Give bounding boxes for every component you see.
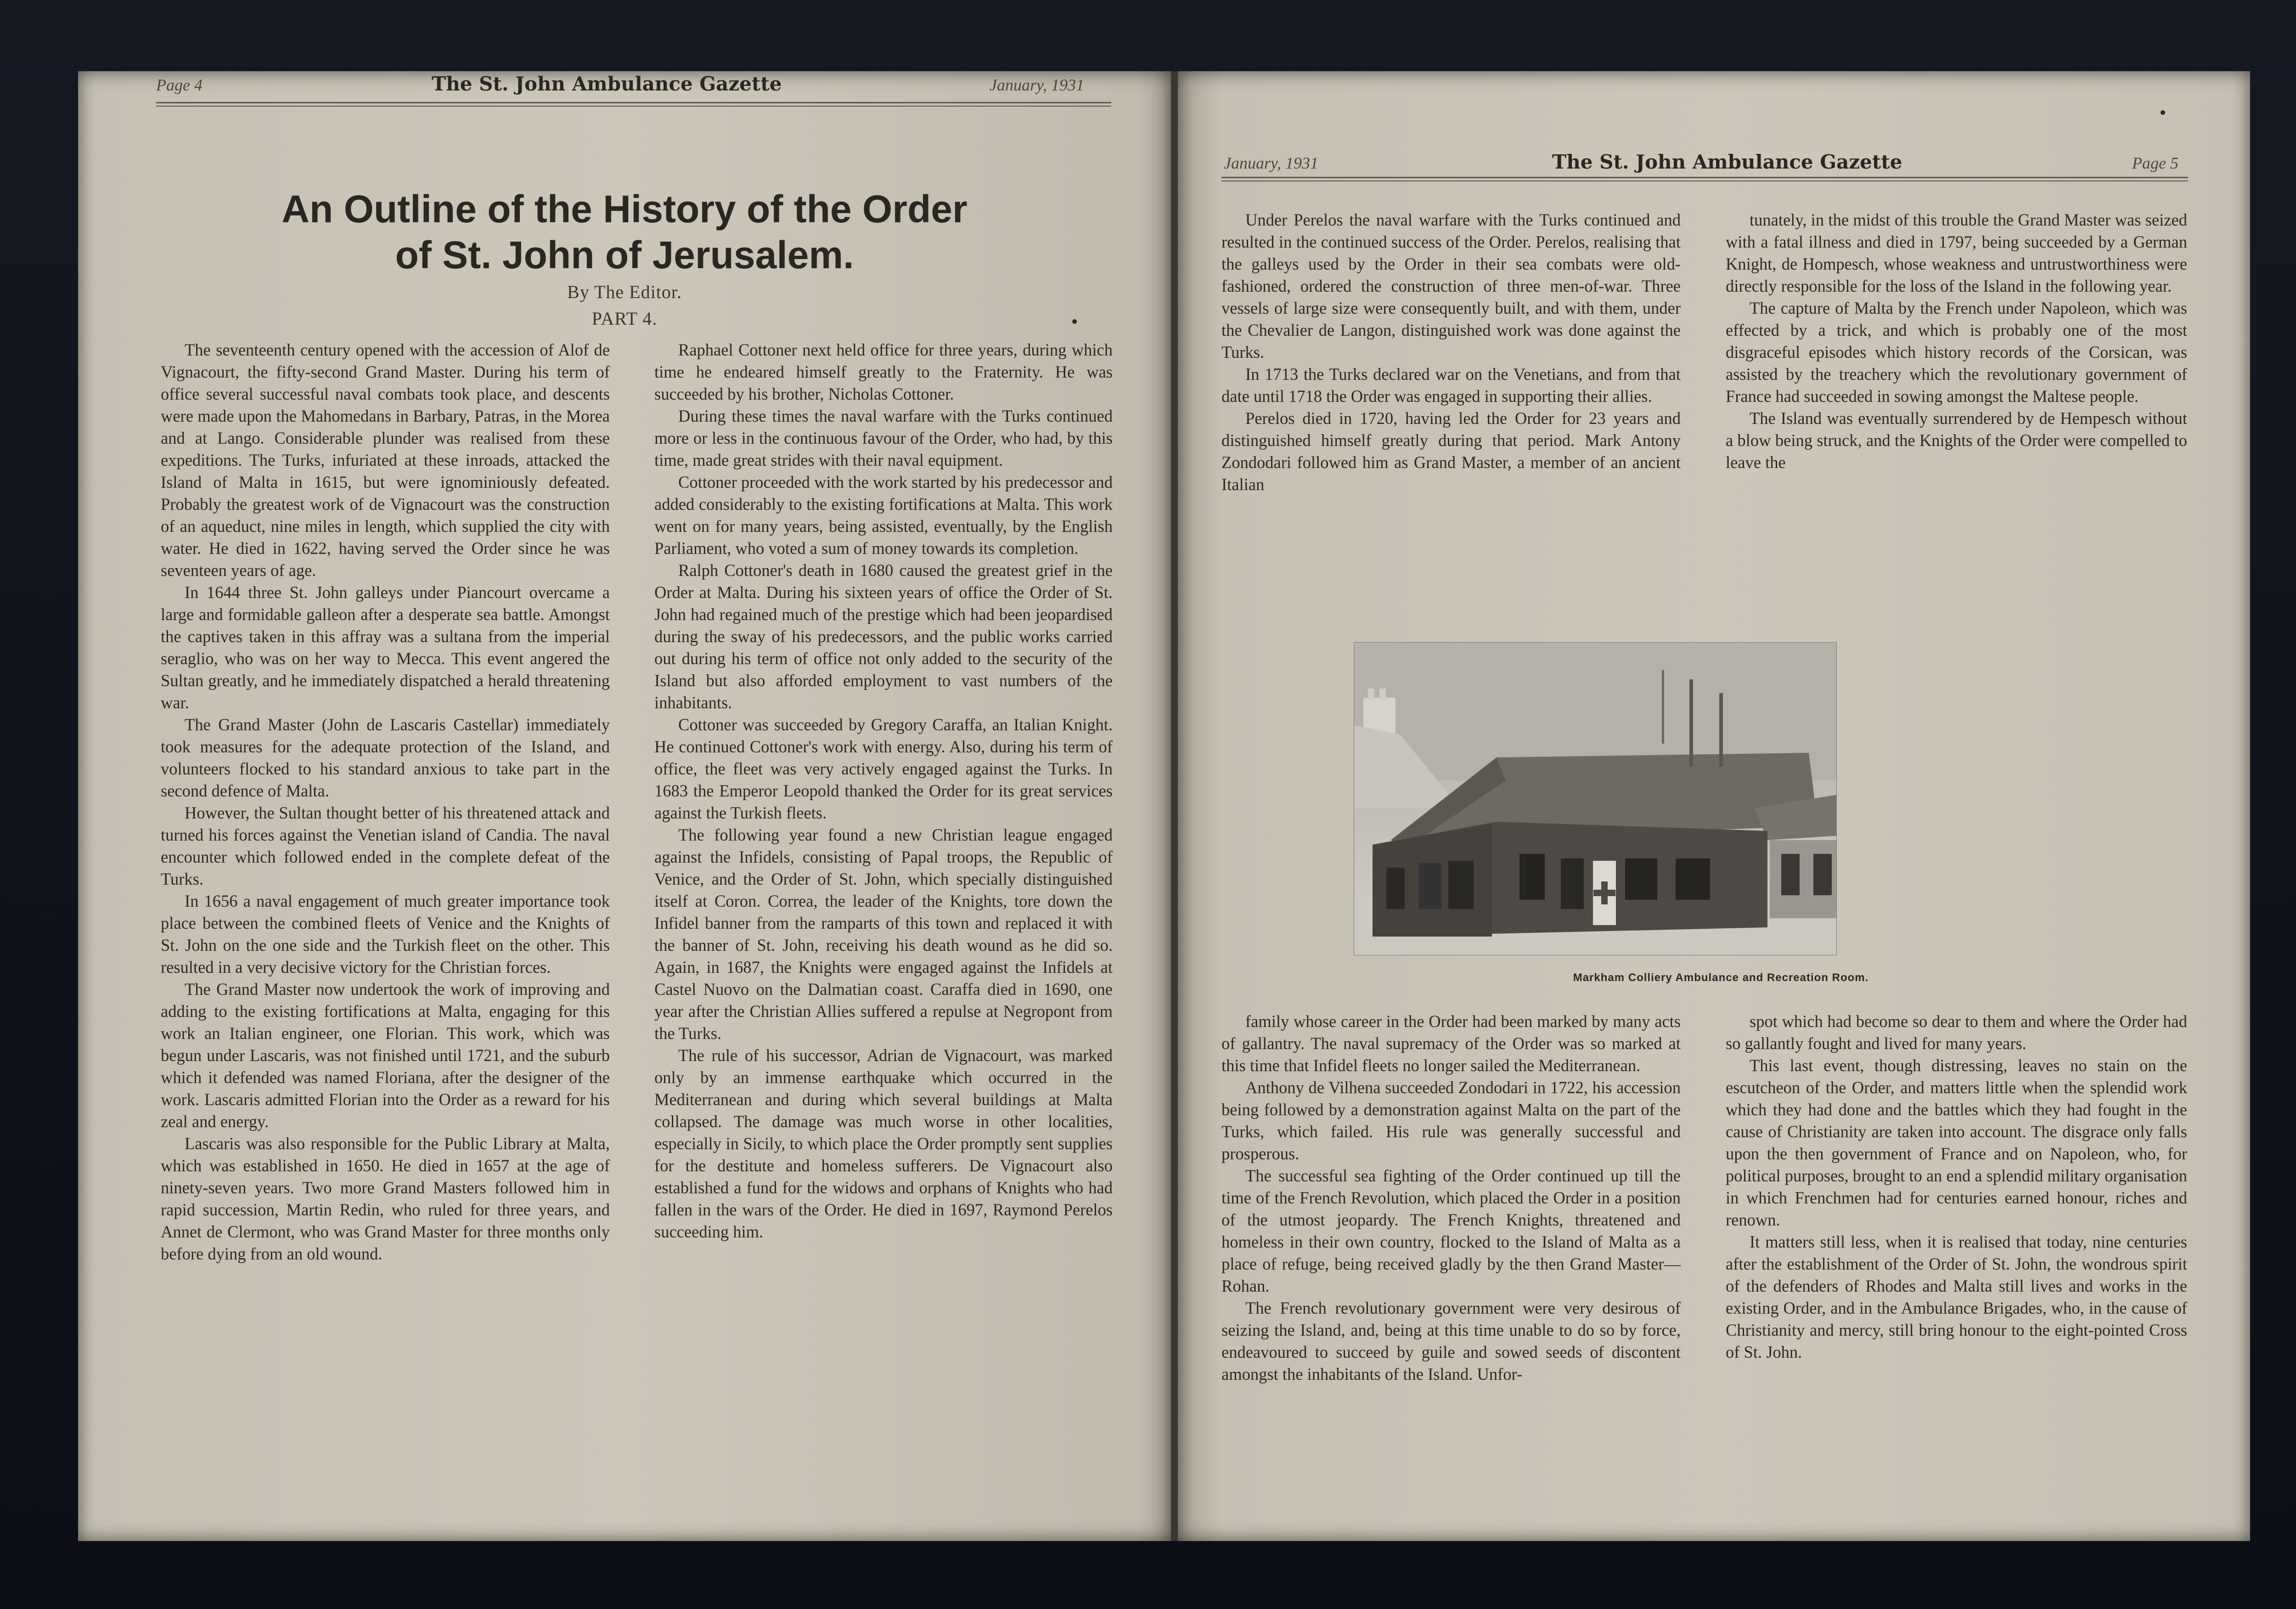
- article-title: An Outline of the History of the Order of St. John of Jerusalem.: [281, 187, 968, 277]
- left-column-2: [654, 339, 1113, 1243]
- right-header-rule: [1221, 177, 2188, 181]
- paragraph: Under Perelos the naval warfare with the Turks continued and resulted in the continued success of the Order. Perelos, realising that the galleys used by the Order in their sea combats were old-fashioned, ordered the construction of three men-of-war. Three vessels of large size were consequently built, and with them, under the Chevalier de Langon, distinguished work was done against the Turks.: [1221, 210, 1681, 361]
- paragraph: The capture of Malta by the French under Napoleon, which was effected by a trick, and which is probably one of the most disgraceful episodes which history records of the Corsican, was assisted by the treachery which the revolutionary government of France had succeeded in sowing amongst the Maltese people.: [1726, 299, 2187, 406]
- paragraph: Anthony de Vilhena succeeded Zondodari in 1722, his accession being followed by a demonstration against Malta on the part of the Turks, which failed. His rule was generally successful and prosperous.: [1221, 1078, 1681, 1163]
- paragraph: In 1644 three St. John galleys under Piancourt overcame a large and formidable galleon after a desperate sea battle. Amongst the captives taken in this affray was a sultana from the imperial seraglio, who was on her way to Mecca. This event angered the Sultan greatly, and he immediately dispatched a herald threatening war.: [161, 583, 610, 712]
- paragraph: The French revolutionary government were very desirous of seizing the Island, and, being at this time unable to do so by force, endeavoured to succeed by guile and sowed seeds of discontent amongst the inhabitants of the Island. Unfor-: [1221, 1298, 1681, 1383]
- left-page-number: Page 4: [156, 76, 203, 94]
- right-page-number: Page 5: [2132, 154, 2178, 172]
- article-byline: By The Editor.: [567, 282, 682, 302]
- paragraph: The Grand Master now undertook the work of improving and adding to the existing fortifications at Malta, engaging for this work an Italian engineer, one Florian. This work, which was begun under Lascaris, was not finished until 1721, and the suburb which it defended was named Floriana, after the designer of the work. Lascaris admitted Florian into the Order as a reward for his zeal and energy.: [161, 980, 610, 1131]
- print-speck: [1072, 319, 1077, 324]
- paragraph: Cottoner proceeded with the work started by his predecessor and added considerably to the existing fortifications at Malta. This work went on for many years, being assisted, eventually, by the English Parliament, who voted a sum of money towards its completion.: [654, 473, 1113, 558]
- paragraph: The successful sea fighting of the Order continued up till the time of the French Revolution, which placed the Order in a position of the utmost jeopardy. The French Knights, threatened and homeless in their own country, flocked to the Island of Malta as a place of refuge, being received gladly by the then Grand Master—Rohan.: [1221, 1166, 1681, 1295]
- paragraph: Perelos died in 1720, having led the Order for 23 years and distinguished himself greatly during that period. Mark Antony Zondodari followed him as Grand Master, a member of an ancient Italian: [1221, 409, 1681, 494]
- left-column-1: [161, 339, 610, 1265]
- print-speck: [2161, 110, 2165, 115]
- photo-caption: Markham Colliery Ambulance and Recreation Room.: [1573, 971, 1869, 984]
- right-column-1-top: [1221, 209, 1681, 496]
- colliery-ambulance-room-photo: [1354, 642, 1837, 955]
- paragraph: spot which had become so dear to them and where the Order had so gallantly fought and lived for many years.: [1726, 1012, 2187, 1053]
- paragraph: tunately, in the midst of this trouble the Grand Master was seized with a fatal illness and died in 1797, being succeeded by a German Knight, de Hompesch, whose weakness and untrustworthiness were directly responsible for the loss of the Island in the following year.: [1726, 210, 2187, 295]
- right-issue-date: January, 1931: [1224, 154, 1318, 172]
- paragraph: In 1656 a naval engagement of much greater importance took place between the combined fleets of Venice and the Knights of St. John on the one side and the Turkish fleet on the other. This resulted in a very decisive victory for the Christian forces.: [161, 892, 610, 977]
- paragraph: Cottoner was succeeded by Gregory Caraffa, an Italian Knight. He continued Cottoner's work with energy. Also, during his term of office, the fleet was very actively engaged against the Turks. In 1683 the Emperor Leopold thanked the Order for its great services against the Turkish fleets.: [654, 715, 1113, 822]
- paragraph: Lascaris was also responsible for the Public Library at Malta, which was established in 1650. He died in 1657 at the age of ninety-seven years. Two more Grand Masters followed him in rapid succession, Martin Redin, who ruled for three years, and Annet de Clermont, who was Grand Master for three months only before dying from an old wound.: [161, 1134, 610, 1263]
- paragraph: family whose career in the Order had been marked by many acts of gallantry. The naval supremacy of the Order was so marked at this time that Infidel fleets no longer sailed the Mediterranean.: [1221, 1012, 1681, 1075]
- paragraph: Raphael Cottoner next held office for three years, during which time he endeared himself greatly to the Fraternity. He was succeeded by his brother, Nicholas Cottoner.: [654, 340, 1113, 403]
- left-running-header: [78, 73, 1171, 105]
- left-publication-title: The St. John Ambulance Gazette: [432, 73, 782, 95]
- article-part: PART 4.: [591, 308, 658, 329]
- paragraph: During these times the naval warfare with the Turks continued more or less in the continuous favour of the Order, who had, by this time, made great strides with their naval equipment.: [654, 406, 1113, 469]
- right-column-1-bottom: [1221, 1011, 1681, 1385]
- paragraph: However, the Sultan thought better of his threatened attack and turned his forces against the Venetian island of Candia. The naval encounter which followed ended in the complete defeat of the Turks.: [161, 803, 610, 888]
- paragraph: It matters still less, when it is realised that today, nine centuries after the establishment of the Order of St. John, the wondrous spirit of the defenders of Rhodes and Malta still lives and works in the existing Order, and in the Ambulance Brigades, who, in the cause of Christianity and mercy, still bring honour to the eight-pointed Cross of St. John.: [1726, 1232, 2187, 1361]
- paragraph: In 1713 the Turks declared war on the Venetians, and from that date until 1718 the Order was engaged in supporting their allies.: [1221, 365, 1681, 406]
- paragraph: Ralph Cottoner's death in 1680 caused the greatest grief in the Order at Malta. During his sixteen years of office the Order of St. John had regained much of the prestige which had been jeopardised during the sway of his predecessors, and the public works carried out during his term of office not only added to the security of the Island but also afforded employment to vast numbers of the inhabitants.: [654, 561, 1113, 712]
- left-header-rule: [156, 102, 1111, 107]
- paragraph: This last event, though distressing, leaves no stain on the escutcheon of the Order, and matters little when the splendid work which they had done and the battles which they had fought in the cause of Christianity are taken into account. The disgrace only falls upon the then government of France and on Napoleon, who, for political purposes, brought to an end a splendid military organisation in which Frenchmen had for centuries earned honour, riches and renown.: [1726, 1056, 2187, 1229]
- right-column-2-top: [1726, 209, 2187, 474]
- left-issue-date: January, 1931: [990, 76, 1084, 94]
- paragraph: The Grand Master (John de Lascaris Castellar) immediately took measures for the adequate protection of the Island, and volunteers flocked to his standard anxious to take part in the second defence of Malta.: [161, 715, 610, 800]
- paragraph: The Island was eventually surrendered by de Hempesch without a blow being struck, and the Knights of the Order were compelled to leave the: [1726, 409, 2187, 472]
- book-gutter: [1171, 71, 1178, 1541]
- right-column-2-bottom: [1726, 1011, 2187, 1363]
- paragraph: The seventeenth century opened with the accession of Alof de Vignacourt, the fifty-second Grand Master. During his term of office several successful naval combats took place, and descents were made upon the Mahomedans in Barbary, Patras, in the Morea and at Lango. Considerable plunder was realised from these expeditions. The Turks, infuriated at these inroads, attacked the Island of Malta in 1615, but were ignominiously defeated. Probably the greatest work of de Vignacourt was the construction of an aqueduct, nine miles in length, which supplied the city with water. He died in 1622, having served the Order since he was seventeen years of age.: [161, 340, 610, 580]
- paragraph: The following year found a new Christian league engaged against the Infidels, consisting of Papal troops, the Republic of Venice, and the Order of St. John, which specially distinguished itself at Coron. Correa, the leader of the Knights, tore down the Infidel banner from the ramparts of this town and replaced it with the banner of St. John, receiving his death wound as he did so. Again, in 1687, the Knights were engaged against the Infidels at Castel Nuovo on the Dalmatian coast. Caraffa died in 1690, one year after the Christian Allies suffered a repulse at Negropont from the Turks.: [654, 825, 1113, 1043]
- right-publication-title: The St. John Ambulance Gazette: [1552, 151, 1902, 173]
- paragraph: The rule of his successor, Adrian de Vignacourt, was marked only by an immense earthquake which occurred in the Mediterranean and during which several buildings at Malta collapsed. The damage was much worse in other localities, especially in Sicily, to which place the Order promptly sent supplies for the destitute and homeless sufferers. De Vignacourt also established a fund for the widows and orphans of Knights who had fallen in the wars of the Order. He died in 1697, Raymond Perelos succeeding him.: [654, 1046, 1113, 1241]
- building-illustration: [1354, 643, 1836, 955]
